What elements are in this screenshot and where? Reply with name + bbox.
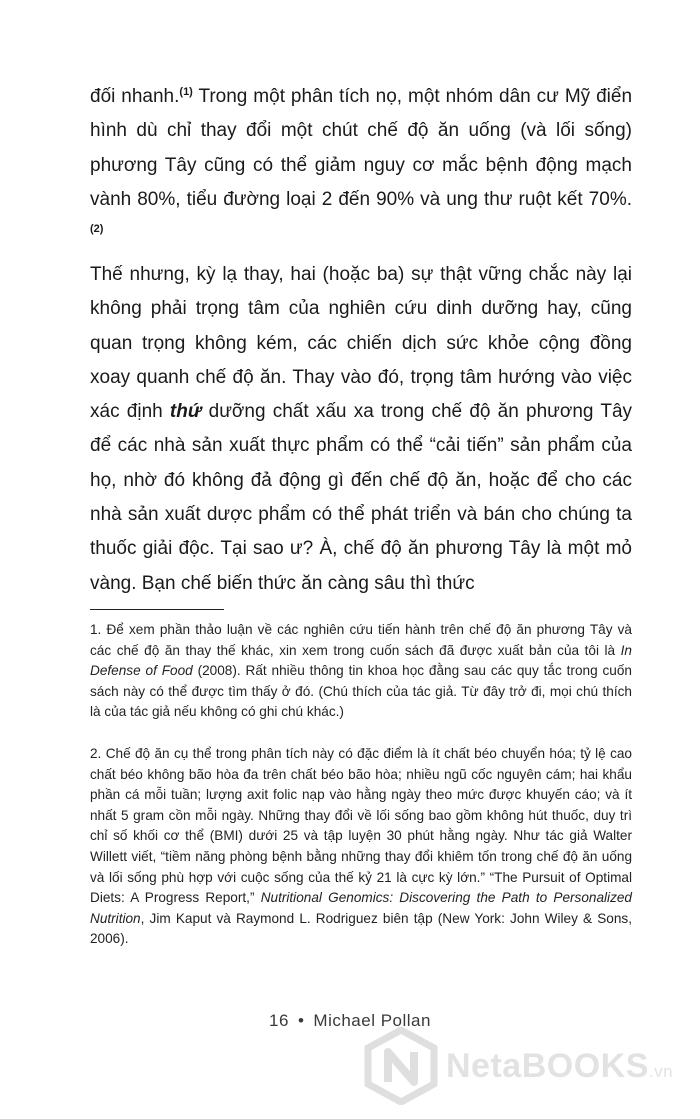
- fn1-text-b: (2008). Rất nhiều thông tin khoa học đằng sau các quy tắc trong cuốn sách này có thể được tìm thấy ở đó. (Chú thích của tác giả. Từ đây trở đi, mọi chú thích là của tác giả nếu không có ghi chú khác.): [90, 663, 632, 720]
- footer-author: Michael Pollan: [313, 1011, 431, 1030]
- footnote-ref-2[interactable]: (2): [90, 223, 104, 236]
- fn2-text-a: 2. Chế độ ăn cụ thể trong phân tích này có đặc điểm là ít chất béo chuyển hóa; tỷ lệ cao chất béo không bão hòa đa trên chất béo bão hòa; nhiều ngũ cốc nguyên cám; hai khẩu phần cá mỗi tuần; lượng axit folic nạp vào hằng ngày theo mức được khuyến cáo; và ít nhất 5 gram cồn mỗi ngày. Những thay đổi về lối sống bao gồm không hút thuốc, duy trì chỉ số khối cơ thể (BMI) dưới 25 và tập luyện 30 phút hằng ngày. Như tác giả Walter Willett viết, “tiềm năng phòng bệnh bằng những thay đổi khiêm tốn trong chế độ ăn uống và lối sống phù hợp với cuộc sống của thế kỷ 21 là cực kỳ lớn.” “The Pursuit of Optimal Diets: A Progress Report,”: [90, 746, 632, 906]
- body-paragraph-2: [90, 258, 632, 601]
- footnote-ref-1[interactable]: (1): [179, 86, 193, 98]
- body-paragraph-1: [90, 80, 632, 251]
- p2-emphasis: thứ: [169, 401, 202, 423]
- p2-text-b: dưỡng chất xấu xa trong chế độ ăn phương Tây để các nhà sản xuất thực phẩm có thể “cải tiến” sản phẩm của họ, nhờ đó không đả động gì đến chế độ ăn, hoặc để cho các nhà sản xuất dược phẩm có thể phát triển và bán cho chúng ta thuốc giải độc. Tại sao ư? À, chế độ ăn phương Tây là một mỏ vàng. Bạn chế biến thức ăn càng sâu thì thức: [90, 401, 633, 594]
- p2-text-a: Thế nhưng, kỳ lạ thay, hai (hoặc ba) sự thật vững chắc này lại không phải trọng tâm của nghiên cứu dinh dưỡng hay, cũng quan trọng không kém, các chiến dịch sức khỏe cộng đồng xoay quanh chế độ ăn. Thay vào đó, trọng tâm hướng vào việc xác định: [90, 264, 632, 423]
- watermark-text: [446, 1047, 673, 1086]
- fn1-book-title: In Defense of Food: [90, 642, 632, 679]
- footnote-1: [90, 620, 632, 723]
- watermark-brand: NetaBOOKS: [446, 1047, 649, 1085]
- footer-separator: •: [297, 1011, 305, 1030]
- page-number: 16: [269, 1011, 289, 1030]
- netabooks-logo-icon: [364, 1027, 438, 1105]
- fn1-text-a: 1. Để xem phần thảo luận về các nghiên cứu tiến hành trên chế độ ăn phương Tây và các chế độ ăn thay thế khác, xin xem trong cuốn sách đã được xuất bản của tôi là: [90, 622, 632, 658]
- netabooks-watermark: [362, 1027, 692, 1107]
- watermark-suffix: .vn: [648, 1062, 674, 1081]
- footnote-2: [90, 744, 632, 950]
- footnote-divider: [90, 609, 224, 610]
- fn2-text-b: , Jim Kaput và Raymond L. Rodriguez biên tập (New York: John Wiley & Sons, 2006).: [90, 910, 632, 947]
- p1-text-b: Trong một phân tích nọ, một nhóm dân cư Mỹ điển hình dù chỉ thay đổi một chút chế độ ăn uống (và lối sống) phương Tây cũng có thể giảm nguy cơ mắc bệnh động mạch vành 80%, tiểu đường loại 2 đến 90% và ung thư ruột kết 70%.: [90, 86, 633, 210]
- fn2-journal-title: Nutritional Genomics: Discovering the Path to Personalized Nutrition: [90, 890, 632, 926]
- p1-text-a: đối nhanh.: [90, 86, 180, 107]
